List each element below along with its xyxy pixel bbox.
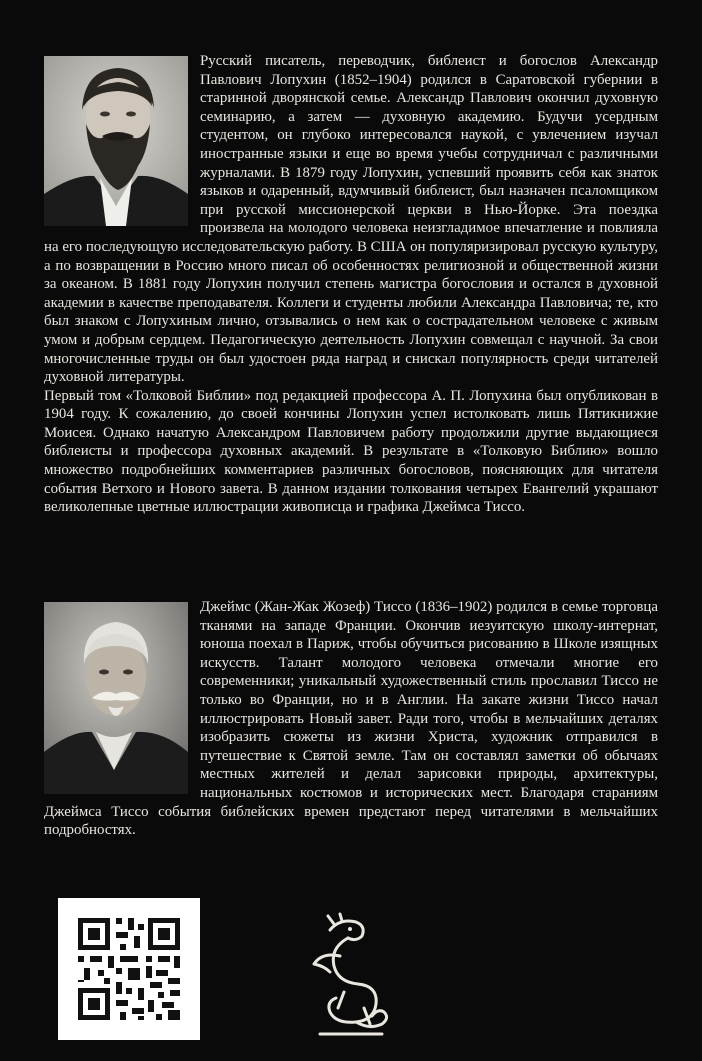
qr-code[interactable] [58, 898, 200, 1040]
dragon-logo-icon [300, 912, 400, 1042]
bio-lopukhin-paragraph-1: Русский писатель, переводчик, библеист и богослов Александр Павлович Лопухин (1852–1904) родился в Саратовской губернии в старинной дворянской семье. Александр Павлович окончил духовную семинарию, а затем –– духовную академию. Будучи усердным студентом, он глубоко интересовался наукой, с увлечением изучал иностранные языки и еще во время учебы сотрудничал с различными журналами. В 1879 году Лопухин, успевший проявить себя как знаток языков и одаренный, вдумчивый библеист, был назначен псаломщиком при русской миссионерской церкви в Нью-Йорке. Эта поездка произвела на молодого человека неизгладимое впечатление и повлияла на его последующую исследовательскую работу. В США он популяризировал русскую культуру, а по возвращении в Россию много писал об особенностях религиозной и общественной жизни за океаном. В 1881 году Лопухин получил степень магистра богословия и остался в духовной академии в качестве преподавателя. Коллеги и студенты любили Александра Павловича; те, кто был знаком с Лопухиным лично, отзывались о нем как о сострадательном человеке с живым умом и добрым сердцем. Педагогическую деятельность Лопухин совмещал с научной. За свои многочисленные труды он был удостоен ряда наград и снискал популярность среди читателей духовной литературы. [44, 53, 658, 386]
portrait-icon [44, 56, 188, 226]
publisher-logo [300, 912, 400, 1042]
bio-lopukhin-paragraph-2: Первый том «Толковой Библии» под редакцией профессора А. П. Лопухина был опубликован в 1904 году. К сожалению, до своей кончины Лопухин успел истолковать лишь Пятикнижие Моисея. Однако начатую Александром Павловичем работу продолжили другие выдающиеся библеисты и профессора духовных академий. В результате в «Толковую Библию» вошло множество подробнейших комментариев различных богословов, поясняющих для читателя события Ветхого и Нового завета. В данном издании толкования четырех Евангелий украшают великолепные цветные иллюстрации живописца и графика Джеймса Тиссо. [44, 387, 658, 516]
bio-lopukhin [44, 52, 658, 517]
portrait-icon [44, 602, 188, 794]
lopukhin-portrait [44, 56, 188, 226]
qr-code-icon [58, 898, 200, 1040]
bio-tissot-paragraph: Джеймс (Жан-Жак Жозеф) Тиссо (1836–1902) родился в семье торговца тканями на западе Франции. Окончив иезуитскую школу-интернат, юноша поехал в Париж, чтобы обучиться рисованию в Школе изящных искусств. Талант молодого человека отмечали многие его современники; уникальный художественный стиль прославил Тиссо не только во Франции, но и в Англии. На закате жизни Тиссо начал иллюстрировать Новый завет. Ради того, чтобы в мельчайших деталях изобразить сюжеты из жизни Христа, художник отправился в путешествие к Святой земле. Там он составлял заметки об обычаях местных жителей и делал зарисовки природы, архитектуры, национальных костюмов и исторических мест. Благодаря стараниям Джеймса Тиссо события библейских времен предстают перед читателями в мельчайших подробностях. [44, 599, 658, 839]
bio-tissot [44, 598, 658, 840]
tissot-portrait [44, 602, 188, 794]
